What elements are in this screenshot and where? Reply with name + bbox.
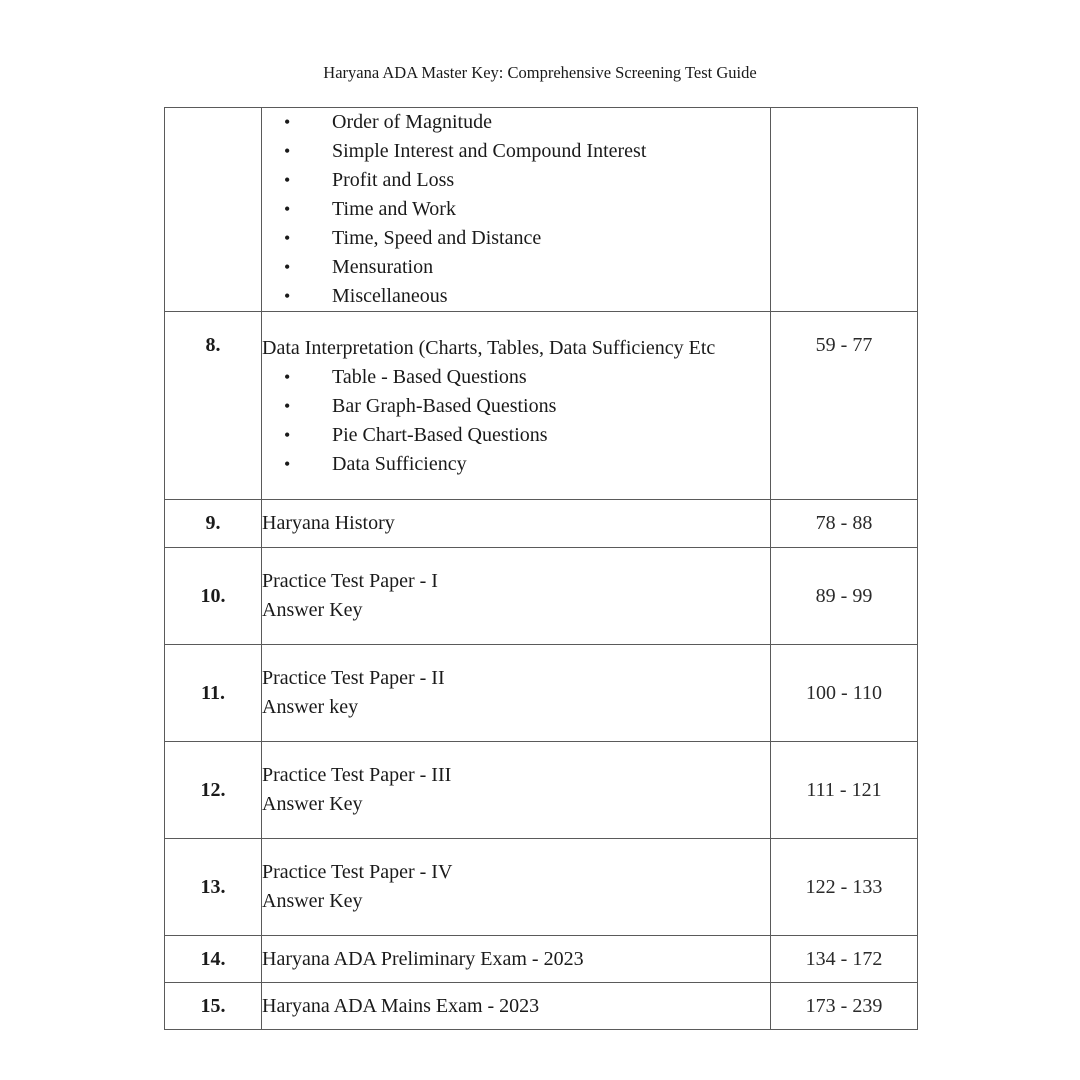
list-item: • Simple Interest and Compound Interest — [262, 137, 770, 166]
topic-cell — [262, 839, 771, 936]
list-item: • Bar Graph-Based Questions — [262, 392, 770, 421]
row-number: 12. — [165, 742, 262, 839]
list-item: • Profit and Loss — [262, 166, 770, 195]
table-row — [165, 548, 918, 645]
pages-cell — [771, 108, 918, 312]
topic-cell — [262, 108, 771, 312]
topic-cell — [262, 548, 771, 645]
page-range: 111 - 121 — [771, 742, 918, 839]
row-number: 11. — [165, 645, 262, 742]
page-range: 100 - 110 — [771, 645, 918, 742]
topic-title: Practice Test Paper - IV — [262, 861, 453, 883]
list-item: • Miscellaneous — [262, 282, 770, 311]
topic-subtitle: Answer Key — [262, 793, 363, 815]
table-row — [165, 742, 918, 839]
list-item: • Table - Based Questions — [262, 363, 770, 392]
topic-cell — [262, 312, 771, 500]
table-row — [165, 312, 918, 500]
row-number-cell — [165, 108, 262, 312]
list-item: • Data Sufficiency — [262, 450, 770, 479]
topic-subtitle: Answer Key — [262, 890, 363, 912]
topic-title: Data Interpretation (Charts, Tables, Data Sufficiency Etc — [262, 337, 716, 359]
topic-title: Practice Test Paper - II — [262, 667, 445, 689]
page-range: 78 - 88 — [771, 500, 918, 548]
page-range: 59 - 77 — [771, 312, 918, 500]
list-item: • Order of Magnitude — [262, 108, 770, 137]
table-row — [165, 936, 918, 983]
row-number: 8. — [165, 312, 262, 500]
topic-title: Practice Test Paper - III — [262, 764, 452, 786]
topic-subtitle: Answer key — [262, 696, 359, 718]
topic-title: Haryana History — [262, 500, 771, 548]
row-number: 9. — [165, 500, 262, 548]
table-row — [165, 839, 918, 936]
topic-title: Haryana ADA Preliminary Exam - 2023 — [262, 936, 771, 983]
subtopic-list — [262, 363, 770, 479]
table-row — [165, 983, 918, 1030]
page-range: 89 - 99 — [771, 548, 918, 645]
row-number: 10. — [165, 548, 262, 645]
list-item: • Pie Chart-Based Questions — [262, 421, 770, 450]
table-row — [165, 500, 918, 548]
topic-subtitle: Answer Key — [262, 599, 363, 621]
page-range: 173 - 239 — [771, 983, 918, 1030]
row-number: 13. — [165, 839, 262, 936]
topic-cell — [262, 742, 771, 839]
table-row — [165, 108, 918, 312]
topic-cell — [262, 645, 771, 742]
list-item: • Mensuration — [262, 253, 770, 282]
topic-title: Practice Test Paper - I — [262, 570, 438, 592]
page-header: Haryana ADA Master Key: Comprehensive Screening Test Guide — [323, 63, 757, 82]
table-row — [165, 645, 918, 742]
topic-title: Haryana ADA Mains Exam - 2023 — [262, 983, 771, 1030]
row-number: 15. — [165, 983, 262, 1030]
page-range: 122 - 133 — [771, 839, 918, 936]
table-of-contents — [164, 107, 918, 1030]
page-range: 134 - 172 — [771, 936, 918, 983]
row-number: 14. — [165, 936, 262, 983]
list-item: • Time and Work — [262, 195, 770, 224]
list-item: • Time, Speed and Distance — [262, 224, 770, 253]
subtopic-list — [262, 108, 770, 311]
